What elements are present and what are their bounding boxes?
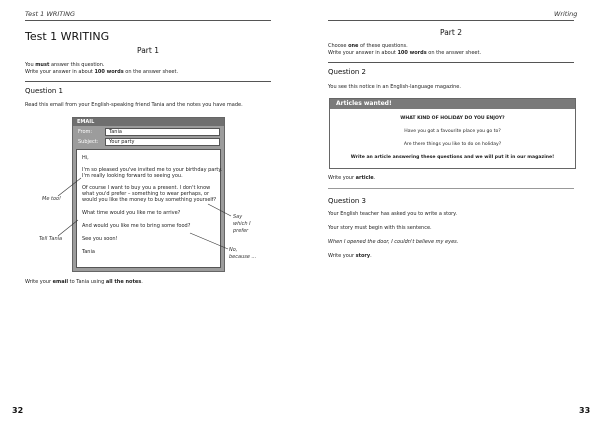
email-line: I'm really looking forward to seeing you. [82, 173, 183, 179]
note-no-because-2: because ... [229, 254, 257, 260]
note-say-which-1: Say [233, 214, 243, 220]
page-number-left: 32 [12, 406, 24, 415]
subject-label: Subject: [78, 139, 99, 145]
instruction-line-1: You must answer this question. [25, 62, 105, 68]
email-line: I'm so pleased you've invited me to your birthday party. [82, 167, 223, 173]
note-me-too: Me too! [42, 196, 62, 202]
notice-line-3: Are there things you like to do on holiday? [403, 142, 502, 147]
email-header: EMAIL [73, 118, 224, 126]
subject-field: Your party [105, 138, 220, 146]
note-say-which-3: prefer [233, 228, 249, 234]
divider-right-1 [328, 62, 574, 63]
email-line: what you'd prefer – something to wear perhaps, or [82, 191, 210, 197]
question1-heading: Question 1 [25, 87, 63, 95]
notice-header: Articles wanted! [330, 99, 575, 109]
notice-line-2: Have you got a favourite place you go to? [404, 129, 501, 134]
note-say-which-2: which I [233, 221, 251, 227]
page-number-right: 33 [579, 406, 591, 415]
question3-sentence: When I opened the door, I couldn't believe my eyes. [328, 239, 459, 245]
email-line: Of course I want to buy you a present. I don't know [82, 185, 211, 191]
question3-footer: Write your story. [328, 253, 372, 259]
question2-heading: Question 2 [328, 68, 366, 76]
note-tell-tania: Tell Tania [39, 236, 63, 242]
header-rule-right [328, 20, 574, 21]
from-field: Tania [105, 128, 220, 136]
email-line: What time would you like me to arrive? [82, 210, 181, 216]
question3-text-2: Your story must begin with this sentence. [328, 225, 432, 231]
email-line: Hi, [82, 155, 89, 161]
question1-text: Read this email from your English-speaking friend Tania and the notes you have made. [25, 102, 243, 108]
instruction-line-2: Write your answer in about 100 words on the answer sheet. [25, 69, 179, 75]
email-line: And would you like me to bring some food? [82, 223, 191, 229]
notice-line-4: Write an article answering these questions and we will put it in our magazine! [350, 155, 555, 160]
part1-label: Part 1 [137, 46, 159, 55]
running-head-left: Test 1 WRITING [25, 10, 76, 18]
page-title: Test 1 WRITING [25, 30, 110, 43]
question3-heading: Question 3 [328, 197, 366, 205]
notice-line-1: WHAT KIND OF HOLIDAY DO YOU ENJOY? [400, 116, 505, 121]
from-label: From: [78, 129, 93, 135]
email-line: Tania [82, 249, 95, 255]
part2-instruction-1: Choose one of these questions. [328, 43, 408, 49]
right-page [300, 0, 600, 424]
question2-footer: Write your article. [328, 175, 376, 181]
part2-instruction-2: Write your answer in about 100 words on the answer sheet. [328, 50, 482, 56]
notice-box [329, 98, 576, 169]
question1-footer: Write your email to Tania using all the notes. [25, 279, 143, 285]
email-line: would you like the money to buy something yourself? [82, 197, 217, 203]
note-no-because-1: No, [229, 247, 238, 253]
running-head-right: Writing [554, 10, 578, 18]
question3-text-1: Your English teacher has asked you to write a story. [328, 211, 458, 217]
email-line: See you soon! [82, 236, 118, 242]
part2-label: Part 2 [440, 28, 462, 37]
question2-text: You see this notice in an English-language magazine. [328, 84, 461, 90]
